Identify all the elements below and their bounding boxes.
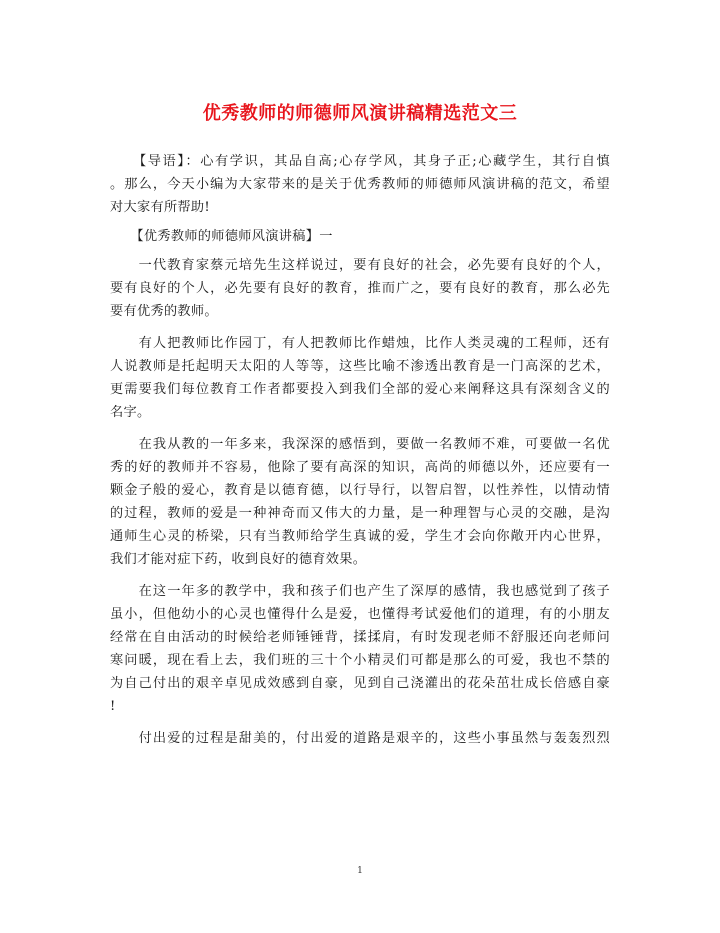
text-line: 我们才能对症下药，收到良好的德育效果。 <box>110 552 367 567</box>
text-line: ! <box>110 699 116 714</box>
document-title: 优秀教师的师德师风演讲稿精选范文三 <box>202 103 518 124</box>
text-line: 秀的好的教师并不容易，他除了要有高深的知识，高尚的师德以外，还应要有一 <box>110 460 610 475</box>
text-line: 在这一年多的教学中，我和孩子们也产生了深厚的感情，我也感觉到了孩子 <box>110 584 610 599</box>
text-line: 【导语】：心有学识，其品自高;心存学风，其身子正;心藏学生，其行自慎 <box>110 154 610 169</box>
text-line: 在我从教的一年多来，我深深的感悟到，要做一名教师不难，可要做一名优 <box>110 437 610 452</box>
text-line: 通师生心灵的桥梁，只有当教师给学生真诚的爱，学生才会向你敞开内心世界， <box>110 529 610 544</box>
text-line: 要有良好的个人，必先要有良好的教育，推而广之，要有良好的教育，那么必先 <box>110 281 610 296</box>
document-body <box>110 150 610 750</box>
text-line: 颗金子般的爱心，教育是以德育德，以行导行，以智启智，以性养性，以情动情 <box>110 483 610 498</box>
text-line: 的过程，教师的爱是一种神奇而又伟大的力量，是一种理智与心灵的交融，是沟 <box>110 506 610 521</box>
text-line: 一代教育家蔡元培先生这样说过，要有良好的社会，必先要有良好的个人， <box>110 258 610 273</box>
page-number: 1 <box>357 866 363 876</box>
section-heading: 【优秀教师的师德师风演讲稿】一 <box>110 229 333 244</box>
text-line: 有人把教师比作园丁，有人把教师比作蜡烛，比作人类灵魂的工程师，还有 <box>110 336 610 351</box>
text-line: 付出爱的过程是甜美的，付出爱的道路是艰辛的，这些小事虽然与轰轰烈烈 <box>110 731 610 746</box>
text-line: 要有优秀的教师。 <box>110 304 218 319</box>
text-line: 对大家有所帮助! <box>110 200 211 215</box>
text-line: 更需要我们每位教育工作者都要投入到我们全部的爱心来阐释这具有深刻含义的 <box>110 382 610 397</box>
text-line: 虽小，但他幼小的心灵也懂得什么是爱，也懂得考试爱他们的道理，有的小朋友 <box>110 607 610 622</box>
text-line: 寒问暖，现在看上去，我们班的三十个小精灵们可都是那么的可爱，我也不禁的 <box>110 653 610 668</box>
text-line: 经常在自由活动的时候给老师锤锤背，揉揉肩，有时发现老师不舒服还向老师问 <box>110 630 610 645</box>
text-line: 。那么，今天小编为大家带来的是关于优秀教师的师德师风演讲稿的范文，希望 <box>110 177 610 192</box>
text-line: 为自己付出的艰辛卓见成效感到自豪，见到自己浇灌出的花朵茁壮成长倍感自豪 <box>110 676 610 691</box>
text-line: 人说教师是托起明天太阳的人等等，这些比喻不渗透出教育是一门高深的艺术， <box>110 359 610 374</box>
text-line: 名字。 <box>110 405 151 420</box>
